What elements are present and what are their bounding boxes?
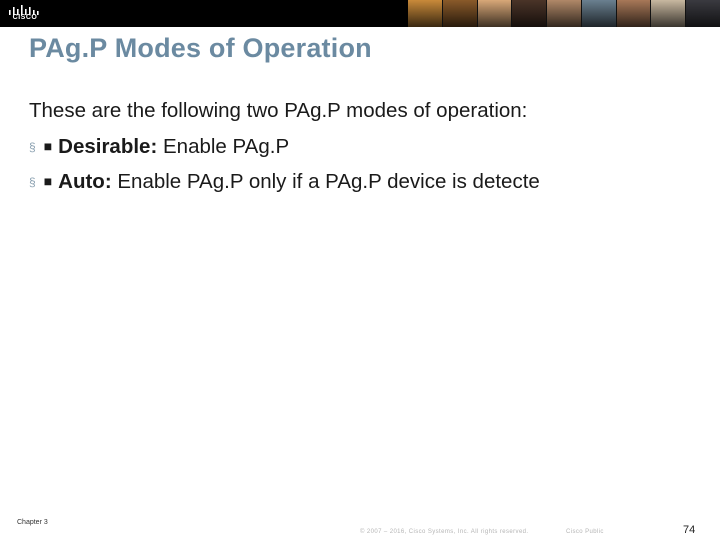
header-photo-strip: [408, 0, 720, 27]
header-photo: [685, 0, 720, 27]
slide-body: [29, 96, 699, 201]
item-term: Auto:: [58, 170, 112, 193]
header-photo: [616, 0, 651, 27]
logo-wordmark: CISCO: [12, 14, 38, 21]
bullet-icon: §: [29, 175, 36, 189]
copyright-notice: © 2007 – 2016, Cisco Systems, Inc. All rights reserved.: [360, 529, 529, 535]
page-number: 74: [683, 524, 696, 536]
header-photo: [581, 0, 616, 27]
chapter-label: Chapter 3: [17, 519, 48, 526]
item-text: Enable PAg.P: [163, 135, 290, 158]
list-item-auto: [29, 166, 699, 201]
square-bullet-icon: ■: [43, 173, 53, 189]
intro-text: These are the following two PAg.P modes of operation:: [29, 99, 528, 122]
item-text: Enable PAg.P only if a PAg.P device is detecte: [117, 170, 540, 193]
header-photo: [408, 0, 442, 27]
bullet-icon: §: [29, 140, 36, 154]
header-photo: [442, 0, 477, 27]
page-title: PAg.P Modes of Operation: [29, 33, 372, 63]
header-photo: [477, 0, 512, 27]
header-photo: [511, 0, 546, 27]
header-photo: [546, 0, 581, 27]
header-photo: [650, 0, 685, 27]
list-item-desirable: [29, 131, 699, 166]
cisco-logo-icon: [8, 3, 42, 23]
header-bar: [0, 0, 720, 27]
square-bullet-icon: ■: [43, 138, 53, 154]
item-term: Desirable:: [58, 135, 158, 158]
classification-label: Cisco Public: [566, 529, 604, 535]
